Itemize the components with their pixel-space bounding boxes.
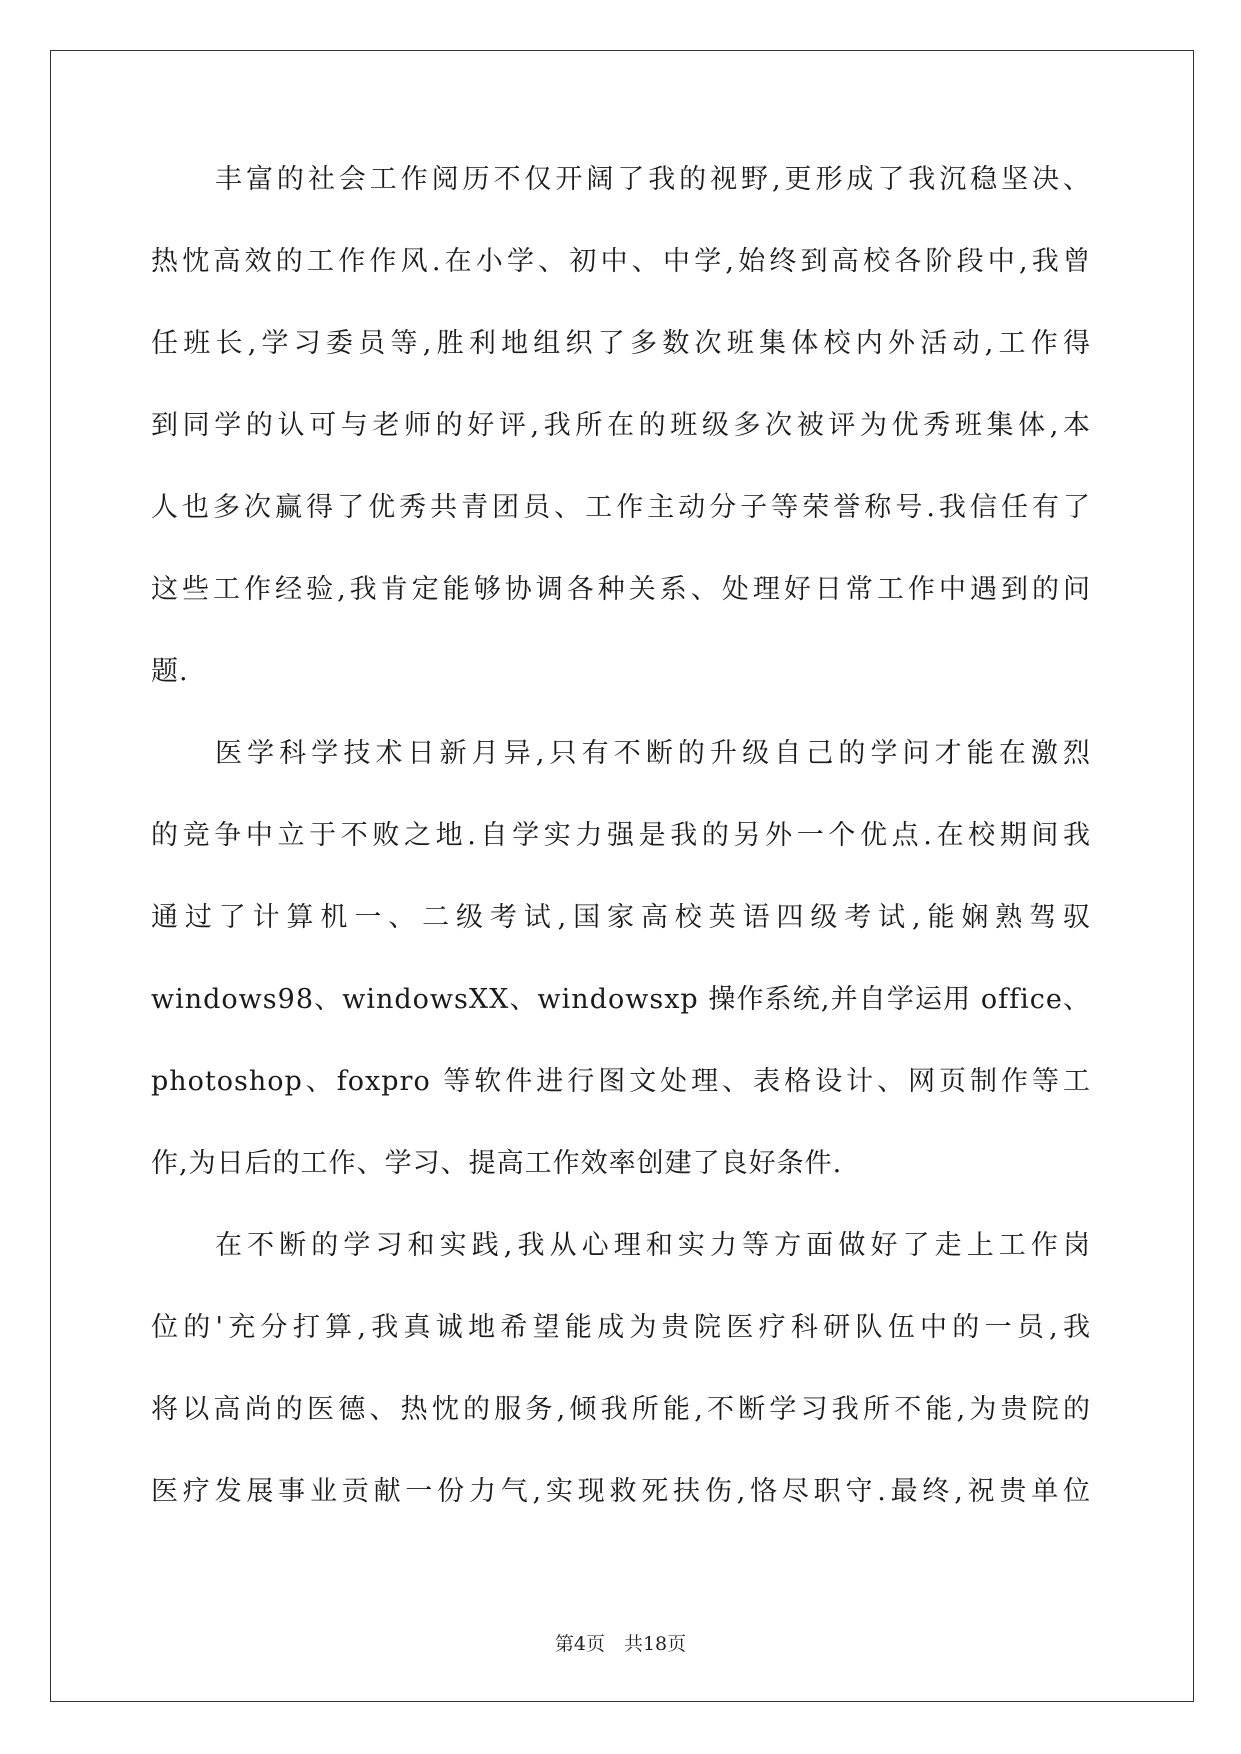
paragraph-3-line-2: 位的'充分打算,我真诚地希望能成为贵院医疗科研队伍中的一员,我 — [151, 1312, 1091, 1343]
paragraph-1-line-2: 热忱高效的工作作风.在小学、初中、中学,始终到高校各阶段中,我曾 — [151, 246, 1091, 277]
paragraph-3-line-4: 医疗发展事业贡献一份力气,实现救死扶伤,恪尽职守.最终,祝贵单位 — [151, 1476, 1091, 1507]
paragraph-2-line-1: 医学科学技术日新月异,只有不断的升级自己的学问才能在激烈 — [215, 738, 1091, 769]
paragraph-1-line-5: 人也多次赢得了优秀共青团员、工作主动分子等荣誉称号.我信任有了 — [151, 492, 1091, 523]
paragraph-1-line-7: 题. — [151, 656, 189, 687]
paragraph-1-line-1: 丰富的社会工作阅历不仅开阔了我的视野,更形成了我沉稳坚决、 — [215, 164, 1091, 195]
paragraph-3-line-3: 将以高尚的医德、热忱的服务,倾我所能,不断学习我所不能,为贵院的 — [151, 1394, 1091, 1425]
paragraph-2-line-5: photoshop、foxpro 等软件进行图文处理、表格设计、网页制作等工 — [151, 1066, 1091, 1097]
page-number-footer: 第4页 共18页 — [554, 1633, 687, 1655]
paragraph-2-line-4: windows98、windowsXX、windowsxp 操作系统,并自学运用 office、 — [151, 984, 1091, 1015]
paragraph-1-line-6: 这些工作经验,我肯定能够协调各种关系、处理好日常工作中遇到的问 — [151, 574, 1091, 605]
paragraph-3-line-1: 在不断的学习和实践,我从心理和实力等方面做好了走上工作岗 — [215, 1230, 1091, 1261]
paragraph-2-line-6: 作,为日后的工作、学习、提高工作效率创建了良好条件. — [151, 1148, 843, 1179]
paragraph-2-line-3: 通过了计算机一、二级考试,国家高校英语四级考试,能娴熟驾驭 — [151, 902, 1091, 933]
paragraph-2-line-2: 的竞争中立于不败之地.自学实力强是我的另外一个优点.在校期间我 — [151, 820, 1091, 851]
document-body — [151, 163, 1091, 1557]
paragraph-1-line-3: 任班长,学习委员等,胜利地组织了多数次班集体校内外活动,工作得 — [151, 328, 1091, 359]
paragraph-1-line-4: 到同学的认可与老师的好评,我所在的班级多次被评为优秀班集体,本 — [151, 410, 1091, 441]
